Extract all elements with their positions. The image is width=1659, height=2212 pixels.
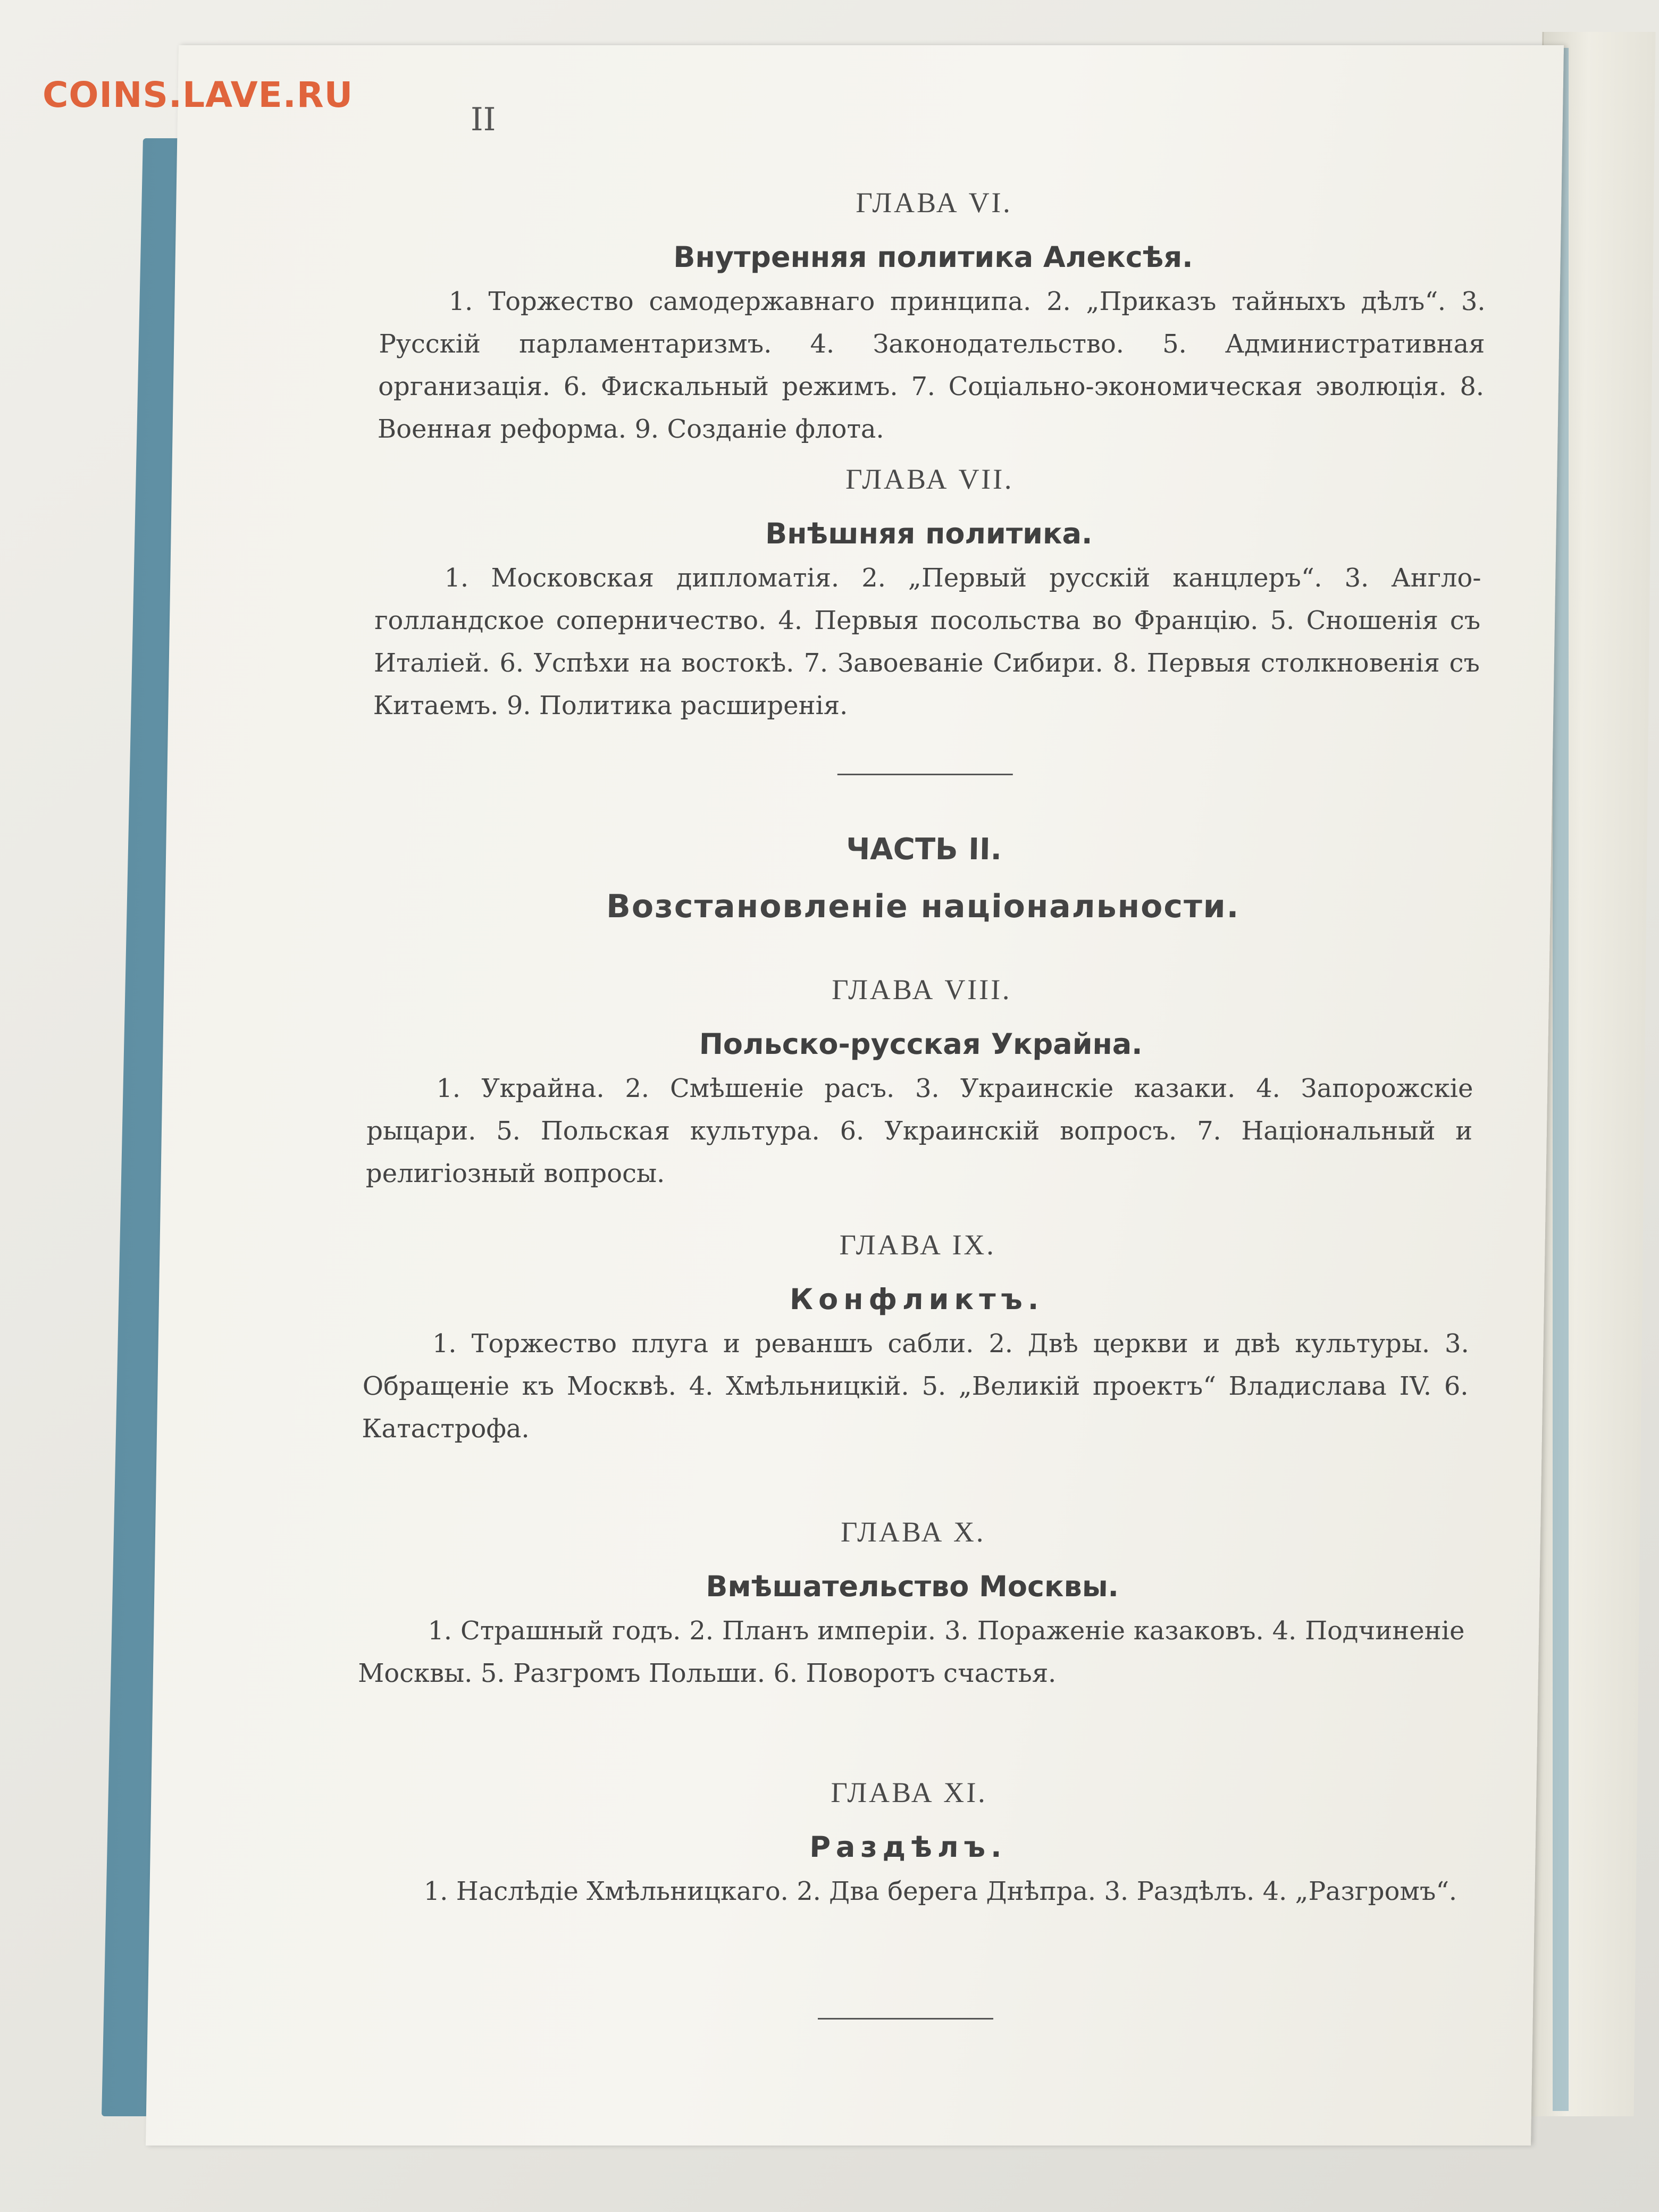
chapter-summary: 1. Торжество плуга и реваншъ сабли. 2. Двѣ церкви и двѣ культуры. 3. Обращеніе къ Москвѣ. 4. Хмѣльницкій. 5. „Великій проектъ“ Владислава IV. 6. Катастрофа. bbox=[362, 1329, 1470, 1444]
part-title: Возстановленіе національности. bbox=[606, 888, 1241, 925]
chapter-block bbox=[362, 1228, 1471, 1450]
divider-line bbox=[818, 2018, 993, 2020]
chapter-title: Вмѣшательство Москвы. bbox=[705, 1570, 1119, 1603]
part-block bbox=[370, 832, 1477, 925]
page-number: II bbox=[471, 101, 496, 138]
chapter-title: Польско-русская Украйна. bbox=[699, 1027, 1143, 1061]
chapter-summary: 1. Московская дипломатія. 2. „Первый русскій канцлеръ“. 3. Англо-голландское соперничество. 4. Первыя посольства во Францію. 5. Сношенія съ Италіей. 6. Успѣхи на востокѣ. 7. Завоеваніе Сибири. 8. Первыя столкновенія съ Китаемъ. 9. Политика расширенія. bbox=[373, 563, 1482, 720]
chapter-heading: ГЛАВА XI. bbox=[831, 1777, 988, 1808]
part-heading: ЧАСТЬ II. bbox=[845, 832, 1002, 867]
chapter-block bbox=[354, 1776, 1462, 1913]
chapter-block bbox=[373, 463, 1483, 727]
chapter-block bbox=[358, 1515, 1467, 1695]
chapter-heading: ГЛАВА X. bbox=[840, 1516, 986, 1548]
chapter-title: Раздѣлъ. bbox=[809, 1830, 1008, 1864]
chapter-block bbox=[365, 973, 1475, 1195]
section-divider bbox=[372, 774, 1478, 775]
section-divider bbox=[353, 2018, 1459, 2020]
chapter-heading: ГЛАВА VIII. bbox=[831, 974, 1012, 1006]
chapter-summary: 1. Украйна. 2. Смѣшеніе расъ. 3. Украинскіе казаки. 4. Запорожскіе рыцари. 5. Польская культура. 6. Украинскій вопросъ. 7. Національный и религіозный вопросы. bbox=[365, 1074, 1473, 1188]
chapter-heading: ГЛАВА VII. bbox=[845, 463, 1015, 495]
chapter-title: Внутренняя политика Алексѣя. bbox=[673, 240, 1194, 274]
chapter-summary: 1. Страшный годъ. 2. Планъ имперіи. 3. Пораженіе казаковъ. 4. Подчиненіе Москвы. 5. Разгромъ Польши. 6. Поворотъ счастья. bbox=[357, 1616, 1465, 1688]
watermark: COINS.LAVE.RU bbox=[43, 74, 354, 115]
chapter-summary: 1. Торжество самодержавнаго принципа. 2. „Приказъ тайныхъ дѣлъ“. 3. Русскій парламентаризмъ. 4. Законодательство. 5. Административная организація. 6. Фискальный режимъ. 7. Соціально-экономическая эволюція. 8. Военная реформа. 9. Созданіе флота. bbox=[377, 287, 1486, 444]
divider-line bbox=[837, 774, 1013, 775]
chapter-heading: ГЛАВА IX. bbox=[839, 1229, 996, 1261]
chapter-block bbox=[377, 186, 1487, 450]
chapter-title: Конфликтъ. bbox=[789, 1283, 1045, 1316]
chapter-heading: ГЛАВА VI. bbox=[856, 187, 1013, 219]
chapter-summary: 1. Наслѣдіе Хмѣльницкаго. 2. Два берега Днѣпра. 3. Раздѣлъ. 4. „Разгромъ“. bbox=[423, 1876, 1457, 1906]
chapter-title: Внѣшняя политика. bbox=[765, 517, 1093, 550]
